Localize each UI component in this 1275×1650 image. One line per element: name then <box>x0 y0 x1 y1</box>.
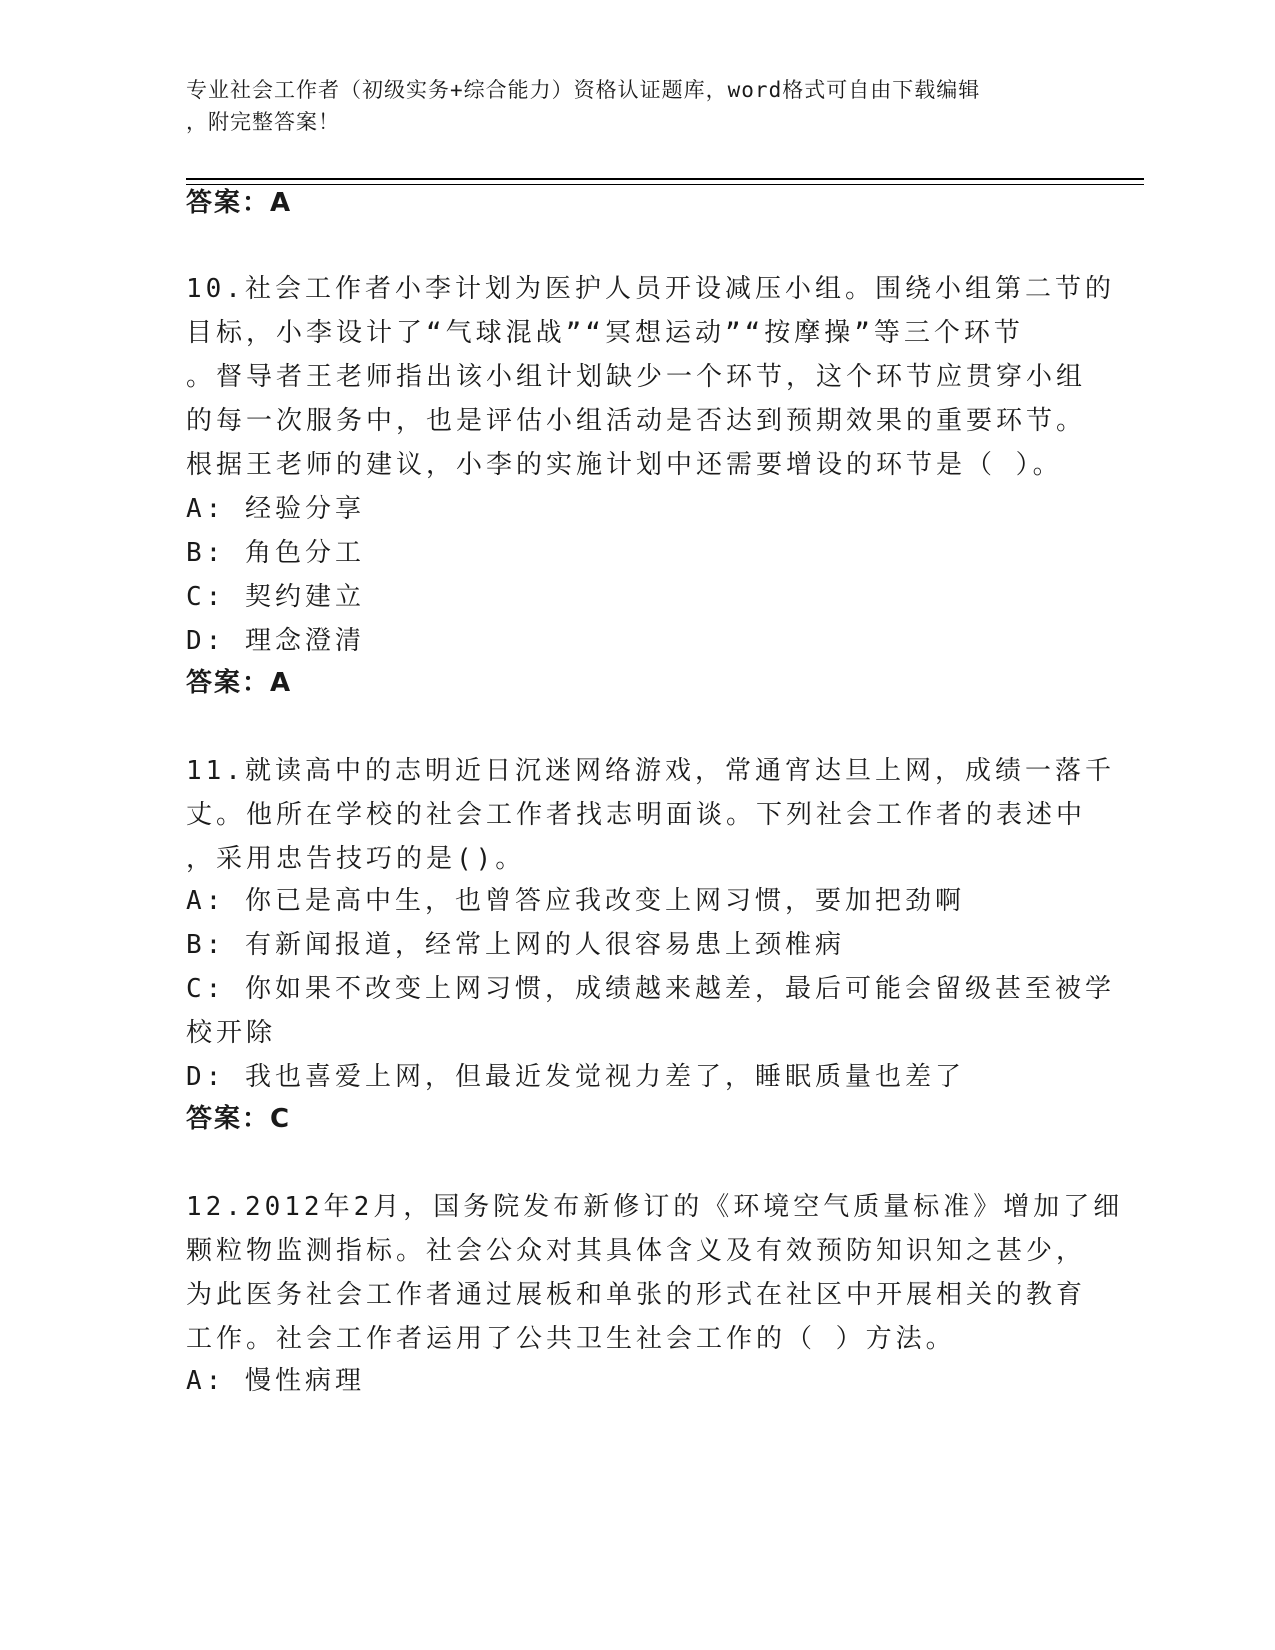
q10-option-a: A: 经验分享 <box>186 494 365 524</box>
q12-line-4: 工作。社会工作者运用了公共卫生社会工作的（ ）方法。 <box>186 1324 956 1354</box>
q11-option-c: C: 你如果不改变上网习惯，成绩越来越差，最后可能会留级甚至被学 <box>186 974 1115 1004</box>
q11-line-2: 丈。他所在学校的社会工作者找志明面谈。下列社会工作者的表述中 <box>186 800 1087 830</box>
header-divider-thick <box>186 178 1144 180</box>
document-header <box>186 74 1086 138</box>
q10-line-5: 根据王老师的建议，小李的实施计划中还需要增设的环节是（ ）。 <box>186 450 1063 480</box>
answer-prev: 答案：A <box>186 188 293 218</box>
q11-option-d: D: 我也喜爱上网，但最近发觉视力差了，睡眠质量也差了 <box>186 1062 965 1092</box>
header-divider-thin <box>186 184 1144 185</box>
header-line-2: ，附完整答案！ <box>186 110 340 134</box>
q12-line-1: 12.2012年2月，国务院发布新修订的《环境空气质量标准》增加了细 <box>186 1192 1124 1222</box>
q10-option-b: B: 角色分工 <box>186 538 365 568</box>
q11-option-b: B: 有新闻报道，经常上网的人很容易患上颈椎病 <box>186 930 845 960</box>
q11-option-c-cont: 校开除 <box>186 1018 277 1048</box>
q12-line-2: 颗粒物监测指标。社会公众对其具体含义及有效预防知识知之甚少， <box>186 1236 1087 1266</box>
q10-line-1: 10.社会工作者小李计划为医护人员开设减压小组。围绕小组第二节的 <box>186 274 1115 304</box>
q11-line-3: ，采用忠告技巧的是()。 <box>186 844 526 874</box>
q11-option-a: A: 你已是高中生，也曾答应我改变上网习惯，要加把劲啊 <box>186 886 965 916</box>
q12-line-3: 为此医务社会工作者通过展板和单张的形式在社区中开展相关的教育 <box>186 1280 1087 1310</box>
q10-option-d: D: 理念澄清 <box>186 626 365 656</box>
q10-line-2: 目标，小李设计了“气球混战”“冥想运动”“按摩操”等三个环节 <box>186 318 1024 348</box>
q10-line-3: 。督导者王老师指出该小组计划缺少一个环节，这个环节应贯穿小组 <box>186 362 1087 392</box>
q10-option-c: C: 契约建立 <box>186 582 365 612</box>
q10-answer: 答案：A <box>186 668 293 698</box>
q10-line-4: 的每一次服务中，也是评估小组活动是否达到预期效果的重要环节。 <box>186 406 1087 436</box>
q12-option-a: A: 慢性病理 <box>186 1366 365 1396</box>
q11-line-1: 11.就读高中的志明近日沉迷网络游戏，常通宵达旦上网，成绩一落千 <box>186 756 1115 786</box>
q11-answer: 答案：C <box>186 1104 292 1134</box>
header-line-1: 专业社会工作者（初级实务+综合能力）资格认证题库，word格式可自由下载编辑 <box>186 78 981 102</box>
